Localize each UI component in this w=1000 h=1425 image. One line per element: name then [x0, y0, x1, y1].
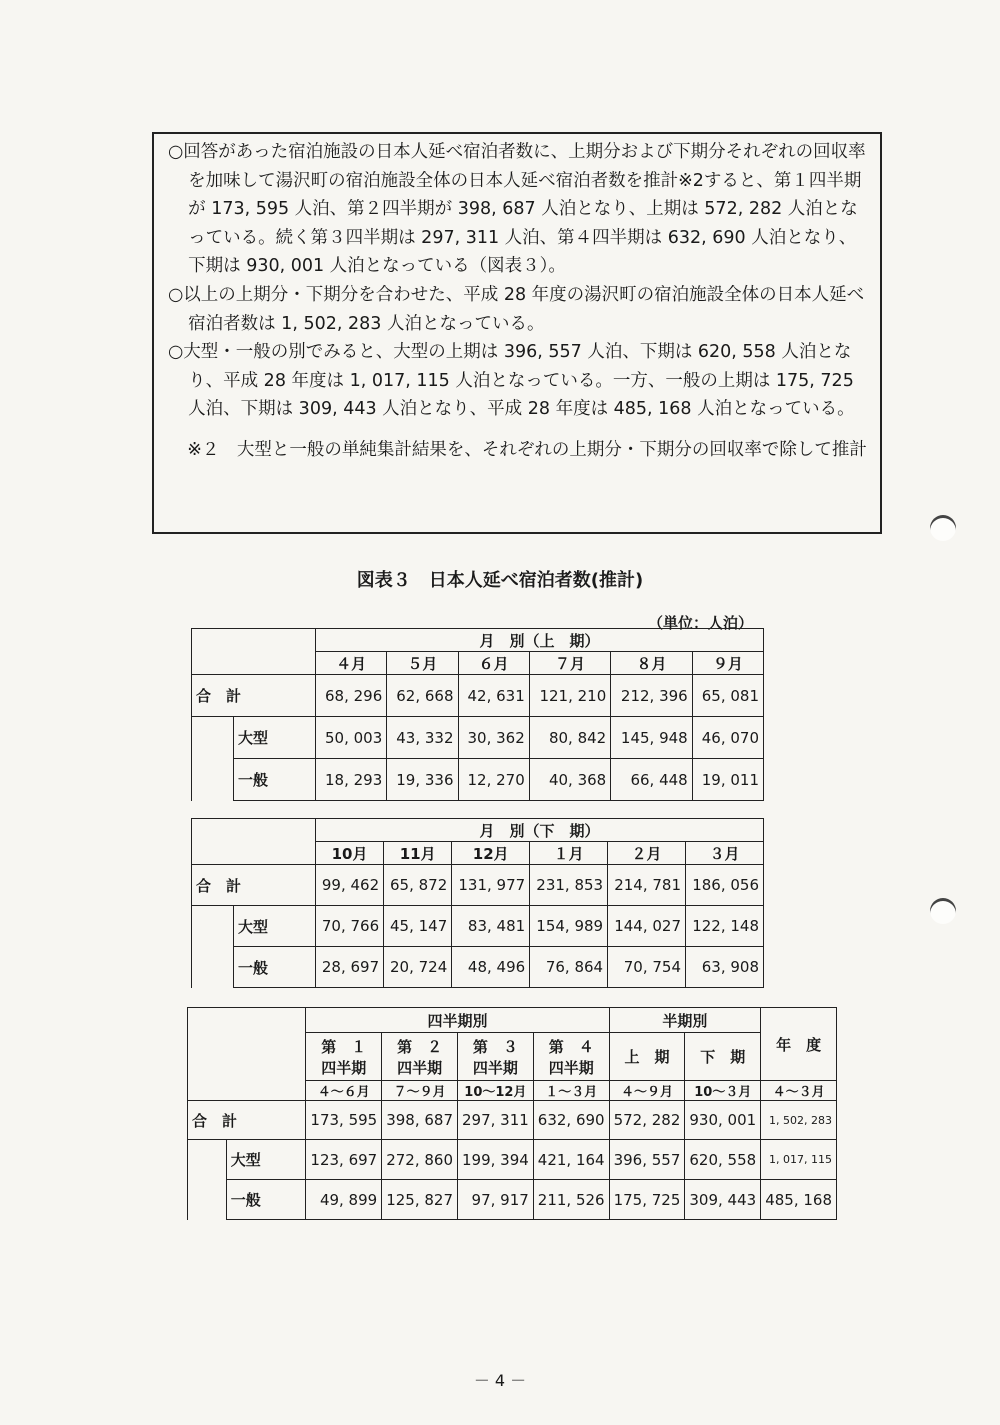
value-cell: 173, 595 [306, 1101, 382, 1140]
table-row [192, 675, 764, 717]
quarter-label: 第 ３ [472, 1037, 518, 1056]
value-cell: 121, 210 [529, 675, 610, 717]
table-row [188, 1180, 837, 1220]
month-header: ９月 [692, 652, 763, 675]
value-cell: 42, 631 [458, 675, 529, 717]
quarter-2-header [382, 1033, 458, 1081]
value-cell: 122, 148 [686, 906, 764, 947]
value-cell: 297, 311 [458, 1101, 534, 1140]
value-cell: 20, 724 [384, 947, 452, 988]
year-header: 年 度 [761, 1008, 837, 1081]
value-cell: 65, 872 [384, 865, 452, 906]
month-header: ６月 [458, 652, 529, 675]
value-cell: 63, 908 [686, 947, 764, 988]
indent-cell [192, 906, 234, 988]
value-cell: 70, 766 [316, 906, 384, 947]
row-label-large: 大型 [226, 1140, 306, 1180]
value-cell: 48, 496 [452, 947, 530, 988]
quarter-1-header [306, 1033, 382, 1081]
value-cell: 83, 481 [452, 906, 530, 947]
range-header: ４～９月 [609, 1081, 685, 1101]
half-header: 半期別 [609, 1008, 761, 1033]
value-cell: 43, 332 [387, 717, 458, 759]
unit-label: （単位：人泊） [648, 614, 754, 632]
month-header: ４月 [316, 652, 387, 675]
paragraph-1: ○回答があった宿泊施設の日本人延べ宿泊者数に、上期分および下期分それぞれの回収率を加味して湯沢町の宿泊施設全体の日本人延べ宿泊者数を推計※2すると、第１四半期が 173, 595 人泊、第２四半期が 398, 687 人泊となり、上期は 572, 282 人泊となっている。続く第３四半期は 297, 311 人泊、第４四半期は 632, 690 人泊となり、下期は 930, 001 人泊となっている（図表３）。 [168, 142, 866, 277]
value-cell: 45, 147 [384, 906, 452, 947]
month-header: 11月 [384, 842, 452, 865]
corner-cell [188, 1008, 306, 1101]
value-cell: 214, 781 [608, 865, 686, 906]
table-row [192, 717, 764, 759]
value-cell: 154, 989 [530, 906, 608, 947]
row-label-total: 合 計 [192, 675, 316, 717]
quarter-label: 第 ４ [548, 1037, 594, 1056]
month-header: 12月 [452, 842, 530, 865]
value-cell: 396, 557 [609, 1140, 685, 1180]
table-row [192, 865, 764, 906]
range-header: 10～12月 [458, 1081, 534, 1101]
value-cell: 97, 917 [458, 1180, 534, 1220]
indent-cell [192, 717, 234, 801]
month-header: １月 [530, 842, 608, 865]
month-header: ７月 [529, 652, 610, 675]
table-row [188, 1101, 837, 1140]
figure-title: 図表３ 日本人延べ宿泊者数(推計) [356, 570, 644, 591]
value-cell: 19, 336 [387, 759, 458, 801]
value-cell: 66, 448 [611, 759, 692, 801]
value-cell: 65, 081 [692, 675, 763, 717]
value-cell: 131, 977 [452, 865, 530, 906]
quarter-suffix: 四半期 [397, 1058, 443, 1077]
value-cell: 211, 526 [533, 1180, 609, 1220]
value-cell: 12, 270 [458, 759, 529, 801]
value-cell: 50, 003 [316, 717, 387, 759]
row-label-general: 一般 [226, 1180, 306, 1220]
row-label-general: 一般 [234, 759, 316, 801]
value-cell: 186, 056 [686, 865, 764, 906]
paragraph-2: ○以上の上期分・下期分を合わせた、平成 28 年度の湯沢町の宿泊施設全体の日本人延べ宿泊者数は 1, 502, 283 人泊となっている。 [168, 284, 865, 334]
value-cell: 30, 362 [458, 717, 529, 759]
value-cell: 231, 853 [530, 865, 608, 906]
month-header: ８月 [611, 652, 692, 675]
month-header: ５月 [387, 652, 458, 675]
value-cell: 125, 827 [382, 1180, 458, 1220]
range-header: ４～３月 [761, 1081, 837, 1101]
quarter-label: 第 １ [321, 1037, 367, 1056]
value-cell: 485, 168 [761, 1180, 837, 1220]
value-cell: 572, 282 [609, 1101, 685, 1140]
table-row [192, 947, 764, 988]
value-cell: 46, 070 [692, 717, 763, 759]
period-header: 月 別（上 期） [316, 629, 764, 652]
quarter-label: 第 ２ [397, 1037, 443, 1056]
footnote: ※２ 大型と一般の単純集計結果を、それぞれの上期分・下期分の回収率で除して推計 [187, 439, 867, 460]
value-cell: 62, 668 [387, 675, 458, 717]
value-cell: 309, 443 [685, 1180, 761, 1220]
period-header: 月 別（下 期） [316, 819, 764, 842]
value-cell: 632, 690 [533, 1101, 609, 1140]
value-cell: 1, 017, 115 [761, 1140, 837, 1180]
second-half-header: 下 期 [685, 1033, 761, 1081]
value-cell: 19, 011 [692, 759, 763, 801]
value-cell: 175, 725 [609, 1180, 685, 1220]
corner-cell [192, 629, 316, 675]
range-header: ４～６月 [306, 1081, 382, 1101]
value-cell: 80, 842 [529, 717, 610, 759]
table-first-half [191, 628, 764, 801]
corner-cell [192, 819, 316, 865]
value-cell: 76, 864 [530, 947, 608, 988]
summary-box [152, 132, 882, 534]
table-second-half [191, 818, 764, 988]
value-cell: 398, 687 [382, 1101, 458, 1140]
value-cell: 199, 394 [458, 1140, 534, 1180]
value-cell: 421, 164 [533, 1140, 609, 1180]
punch-hole-bottom [930, 898, 956, 924]
range-header: １～３月 [533, 1081, 609, 1101]
month-header: ３月 [686, 842, 764, 865]
page-number: － 4 － [473, 1371, 527, 1390]
row-label-total: 合 計 [192, 865, 316, 906]
row-label-total: 合 計 [188, 1101, 306, 1140]
table-quarter-half-year [187, 1007, 837, 1220]
value-cell: 123, 697 [306, 1140, 382, 1180]
month-header: 10月 [316, 842, 384, 865]
row-label-large: 大型 [234, 717, 316, 759]
value-cell: 28, 697 [316, 947, 384, 988]
indent-cell [188, 1140, 227, 1220]
value-cell: 930, 001 [685, 1101, 761, 1140]
punch-hole-top [930, 515, 956, 541]
range-header: ７～９月 [382, 1081, 458, 1101]
table-row [188, 1140, 837, 1180]
row-label-large: 大型 [234, 906, 316, 947]
month-header: ２月 [608, 842, 686, 865]
table-row [192, 906, 764, 947]
table-row [192, 759, 764, 801]
quarter-4-header [533, 1033, 609, 1081]
value-cell: 49, 899 [306, 1180, 382, 1220]
value-cell: 99, 462 [316, 865, 384, 906]
range-header: 10～３月 [685, 1081, 761, 1101]
value-cell: 70, 754 [608, 947, 686, 988]
quarter-suffix: 四半期 [548, 1058, 594, 1077]
value-cell: 1, 502, 283 [761, 1101, 837, 1140]
quarter-3-header [458, 1033, 534, 1081]
value-cell: 18, 293 [316, 759, 387, 801]
first-half-header: 上 期 [609, 1033, 685, 1081]
quarter-suffix: 四半期 [321, 1058, 367, 1077]
quarter-suffix: 四半期 [472, 1058, 518, 1077]
value-cell: 40, 368 [529, 759, 610, 801]
paragraph-3: ○大型・一般の別でみると、大型の上期は 396, 557 人泊、下期は 620, 558 人泊となり、平成 28 年度は 1, 017, 115 人泊となっている。一方、一般の上期は 175, 725 人泊、下期は 309, 443 人泊となり、平成 28 年度は 485, 168 人泊となっている。 [168, 342, 855, 420]
value-cell: 68, 296 [316, 675, 387, 717]
row-label-general: 一般 [234, 947, 316, 988]
value-cell: 144, 027 [608, 906, 686, 947]
value-cell: 272, 860 [382, 1140, 458, 1180]
value-cell: 145, 948 [611, 717, 692, 759]
value-cell: 620, 558 [685, 1140, 761, 1180]
quarter-header: 四半期別 [306, 1008, 609, 1033]
value-cell: 212, 396 [611, 675, 692, 717]
